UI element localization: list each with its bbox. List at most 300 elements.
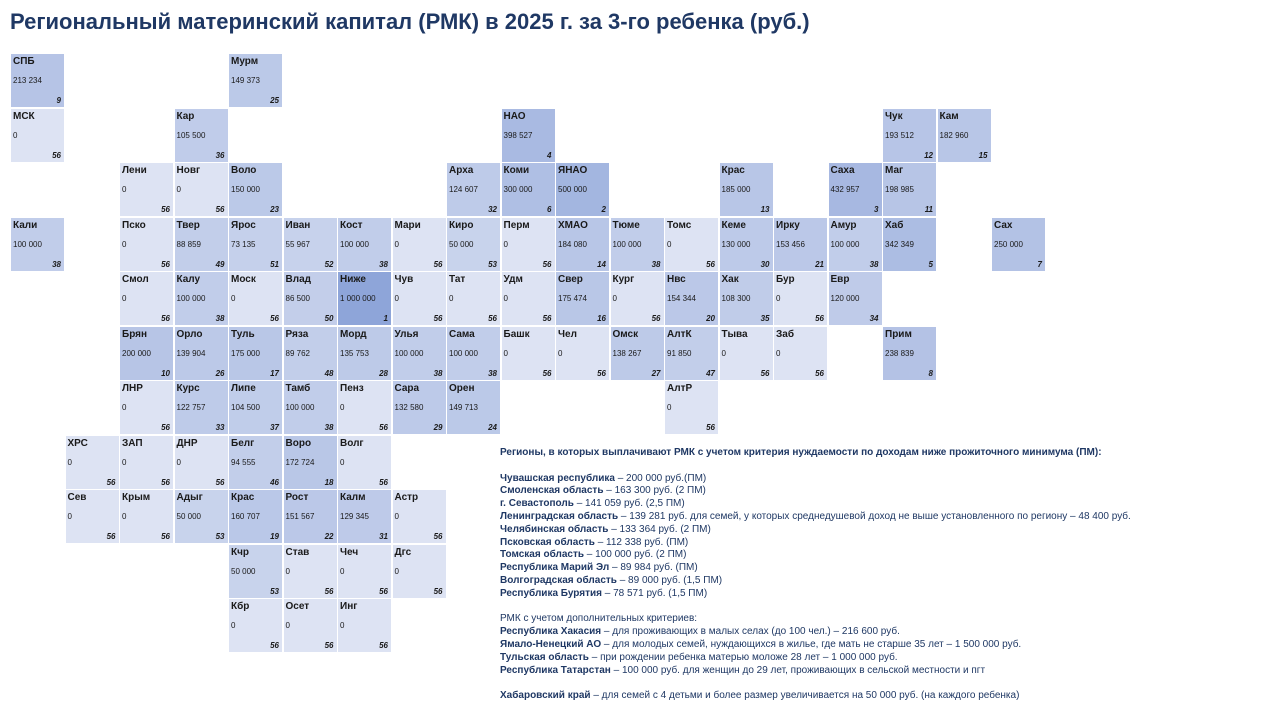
region-rank: 28: [379, 368, 388, 378]
region-value: 100 000: [176, 294, 206, 303]
region-tile: [120, 272, 173, 325]
region-tile: [338, 218, 391, 271]
region-name: Чеч: [340, 546, 359, 558]
note-text: – 78 571 руб. (1,5 ПМ): [601, 587, 708, 599]
region-tile: [229, 218, 282, 271]
region-value: 100 000: [612, 239, 642, 249]
region-tile: [229, 381, 282, 434]
region-value: 149 373: [231, 76, 260, 85]
region-name: Сама: [449, 328, 475, 340]
note-region: Псковская область: [500, 536, 595, 548]
notes-panel: [500, 447, 1270, 703]
region-tile: [338, 327, 391, 380]
region-name: Заб: [776, 328, 795, 340]
region-value: 0: [122, 185, 127, 194]
region-name: Новг: [176, 165, 201, 176]
region-rank: 26: [215, 368, 225, 378]
region-value: 88 859: [176, 239, 201, 249]
region-value: 91 850: [667, 348, 692, 358]
region-rank: 37: [270, 423, 279, 432]
region-tile: [829, 218, 882, 271]
region-value: 130 000: [721, 239, 751, 249]
region-rank: 56: [542, 368, 552, 378]
region-value: 0: [122, 294, 127, 303]
region-name: Крас: [231, 492, 255, 503]
region-tile: [338, 545, 391, 598]
region-tile: [502, 327, 555, 380]
region-value: 175 474: [558, 294, 587, 303]
region-tile: [447, 218, 500, 271]
region-tile: [175, 218, 228, 271]
region-name: Курс: [176, 383, 200, 394]
region-rank: 56: [270, 641, 279, 650]
region-tile: [829, 163, 882, 216]
region-name: АлтК: [667, 328, 692, 340]
region-tile: [120, 163, 173, 216]
region-name: Ирку: [776, 219, 800, 231]
region-rank: 56: [161, 477, 170, 487]
region-tile: [774, 327, 827, 380]
region-rank: 5: [928, 259, 933, 269]
region-name: Саха: [830, 165, 855, 176]
region-rank: 21: [815, 259, 824, 269]
region-tile: [11, 109, 64, 162]
note-line: [500, 485, 1270, 498]
region-rank: 56: [651, 314, 661, 323]
region-value: 213 234: [13, 76, 42, 85]
note-region: Хабаровский край: [500, 690, 591, 702]
region-tile: [175, 272, 228, 325]
region-value: 0: [122, 512, 127, 521]
note-line: [500, 626, 1270, 639]
note-line: [500, 473, 1270, 486]
region-rank: 31: [379, 532, 388, 541]
region-tile: [338, 272, 391, 325]
region-value: 0: [776, 294, 781, 303]
region-tile: [720, 272, 773, 325]
region-name: Удм: [503, 274, 523, 285]
note-region: Чувашская республика: [500, 472, 615, 484]
region-rank: 18: [324, 477, 334, 487]
region-value: 184 080: [558, 239, 587, 249]
region-name: Влад: [285, 274, 311, 285]
region-rank: 38: [869, 259, 879, 269]
region-name: Мурм: [231, 56, 259, 67]
region-value: 0: [612, 294, 617, 303]
note-line: [500, 639, 1270, 652]
note-text: – 100 000 руб. (2 ПМ): [584, 549, 687, 561]
region-rank: 9: [56, 96, 61, 105]
region-value: 0: [503, 348, 508, 358]
region-name: Пско: [122, 219, 146, 231]
region-value: 100 000: [830, 239, 860, 249]
note-line: [500, 575, 1270, 588]
region-value: 154 344: [667, 294, 696, 303]
region-tile: [720, 218, 773, 271]
region-value: 0: [176, 457, 181, 467]
region-name: Морд: [340, 328, 367, 340]
region-name: Тат: [449, 274, 466, 285]
region-tile: [393, 490, 446, 543]
region-name: Осет: [285, 601, 310, 612]
region-name: Брян: [122, 328, 148, 340]
region-name: Хаб: [885, 219, 904, 231]
region-name: Пенз: [340, 383, 364, 394]
region-name: Туль: [231, 328, 255, 340]
region-value: 0: [231, 294, 236, 303]
region-name: Калу: [176, 274, 201, 285]
region-rank: 56: [215, 477, 225, 487]
region-rank: 33: [215, 423, 225, 432]
region-value: 73 135: [231, 239, 256, 249]
note-line: [500, 588, 1270, 601]
region-rank: 29: [433, 423, 443, 432]
region-value: 100 000: [340, 239, 369, 249]
region-rank: 56: [161, 259, 170, 269]
region-name: Кбр: [231, 601, 250, 612]
region-name: Липе: [231, 383, 256, 394]
region-tile: [611, 272, 664, 325]
region-value: 0: [449, 294, 454, 303]
region-value: 149 713: [449, 403, 478, 412]
region-tile: [66, 490, 119, 543]
region-name: Коми: [503, 165, 530, 176]
region-tile: [720, 163, 773, 216]
region-tile: [502, 163, 555, 216]
region-name: Лени: [122, 165, 147, 176]
region-rank: 56: [815, 368, 824, 378]
region-rank: 46: [270, 477, 279, 487]
region-tile: [175, 109, 228, 162]
region-tile: [556, 218, 609, 271]
region-tile: [175, 327, 228, 380]
region-value: 100 000: [394, 348, 424, 358]
region-tile: [338, 436, 391, 489]
region-tile: [11, 218, 64, 271]
region-tile: [774, 218, 827, 271]
region-tile: [175, 490, 228, 543]
region-value: 1 000 000: [340, 294, 376, 303]
region-tile: [447, 163, 500, 216]
region-tile: [229, 163, 282, 216]
region-name: Белг: [231, 437, 255, 449]
region-value: 138 267: [612, 348, 642, 358]
region-tile: [338, 490, 391, 543]
region-value: 398 527: [503, 130, 533, 140]
region-value: 86 500: [285, 294, 310, 303]
region-tile: [229, 599, 282, 652]
region-value: 0: [667, 239, 672, 249]
region-name: Ярос: [231, 219, 256, 231]
region-tile: [229, 545, 282, 598]
region-name: Тыва: [721, 328, 748, 340]
note-line: [500, 549, 1270, 562]
region-rank: 16: [597, 314, 606, 323]
note-region: Республика Хакасия: [500, 626, 602, 638]
region-name: СПБ: [13, 56, 35, 67]
region-rank: 56: [815, 314, 824, 323]
region-name: Кчр: [231, 546, 250, 558]
region-tile: [338, 381, 391, 434]
region-name: Маг: [885, 165, 904, 176]
region-rank: 32: [488, 205, 497, 214]
extra-criteria-list: [500, 626, 1270, 677]
note-region: Республика Марий Эл: [500, 562, 610, 574]
region-value: 100 000: [449, 348, 478, 358]
region-value: 0: [13, 130, 18, 140]
note-text: – 100 000 руб. для женщин до 29 лет, проживающих в сельской местности и пгт: [610, 664, 986, 676]
region-value: 0: [285, 566, 290, 576]
region-name: Смол: [122, 274, 149, 285]
region-name: АлтР: [667, 383, 693, 394]
region-name: Омск: [612, 328, 639, 340]
region-value: 108 300: [721, 294, 751, 303]
region-tile: [120, 327, 173, 380]
region-rank: 56: [433, 532, 443, 541]
region-tile: [502, 218, 555, 271]
region-value: 129 345: [340, 512, 369, 521]
region-rank: 38: [379, 259, 388, 269]
page-title: Региональный материнский капитал (РМК) в 2025 г. за 3-го ребенка (руб.): [10, 9, 810, 34]
region-rank: 6: [547, 205, 552, 214]
region-tile: [229, 272, 282, 325]
region-tile: [120, 218, 173, 271]
region-tile: [229, 54, 282, 107]
note-text: – 112 338 руб. (ПМ): [594, 536, 689, 548]
region-rank: 47: [706, 368, 715, 378]
region-name: Чув: [394, 274, 414, 285]
region-rank: 36: [215, 150, 225, 160]
region-tile: [120, 436, 173, 489]
region-value: 132 580: [394, 403, 424, 412]
region-rank: 56: [324, 586, 334, 596]
note-text: – 200 000 руб.(ПМ): [614, 472, 707, 484]
region-name: Адыг: [176, 492, 203, 503]
region-value: 0: [721, 348, 726, 358]
note-line: [500, 652, 1270, 665]
region-tile: [284, 272, 337, 325]
region-rank: 56: [52, 150, 61, 160]
region-tile: [393, 545, 446, 598]
note-region: Ленинградская область: [500, 510, 619, 522]
region-name: Орен: [449, 383, 475, 394]
region-rank: 19: [270, 532, 279, 541]
region-value: 0: [67, 457, 72, 467]
region-name: ХРС: [67, 437, 88, 449]
note-text: – для проживающих в малых селах (до 100 чел.) – 216 600 руб.: [601, 626, 900, 638]
region-value: 150 000: [231, 185, 260, 194]
region-tile: [284, 545, 337, 598]
region-name: Башк: [503, 328, 530, 340]
region-tile: [665, 218, 718, 271]
region-value: 0: [394, 294, 399, 303]
region-value: 120 000: [830, 294, 860, 303]
region-rank: 56: [161, 205, 170, 214]
region-tile: [284, 436, 337, 489]
region-rank: 52: [324, 259, 334, 269]
region-rank: 56: [542, 314, 552, 323]
region-tile: [502, 272, 555, 325]
region-tile: [883, 327, 936, 380]
region-rank: 30: [760, 259, 770, 269]
region-tile: [665, 327, 718, 380]
region-tile: [774, 272, 827, 325]
note-region: Ямало-Ненецкий АО: [500, 638, 602, 650]
region-name: ДНР: [176, 437, 198, 449]
region-rank: 56: [379, 423, 388, 432]
region-value: 55 967: [285, 239, 310, 249]
region-value: 198 985: [885, 185, 914, 194]
note-line: [500, 511, 1270, 524]
region-tile: [284, 327, 337, 380]
region-name: Амур: [830, 219, 857, 231]
region-name: Кост: [340, 219, 363, 231]
region-value: 250 000: [994, 239, 1023, 249]
region-rank: 11: [924, 205, 933, 214]
note-line: [500, 562, 1270, 575]
region-value: 89 762: [285, 348, 310, 358]
region-name: Мари: [394, 219, 421, 231]
region-name: Тамб: [285, 383, 311, 394]
region-rank: 56: [106, 532, 116, 541]
region-tile: [556, 163, 609, 216]
region-value: 0: [340, 457, 345, 467]
region-rank: 56: [488, 314, 497, 323]
region-rank: 38: [651, 259, 661, 269]
region-rank: 56: [215, 205, 225, 214]
note-text: – при рождении ребенка матерью моложе 28 лет – 1 000 000 руб.: [588, 651, 898, 663]
region-name: Крас: [721, 165, 745, 176]
note-text: – 89 000 руб. (1,5 ПМ): [616, 574, 723, 586]
region-name: Став: [285, 546, 310, 558]
region-rank: 10: [161, 368, 170, 378]
region-rank: 56: [433, 259, 443, 269]
region-name: Ряза: [285, 328, 309, 340]
region-tile: [611, 327, 664, 380]
note-region: Томская область: [500, 549, 585, 561]
region-rank: 14: [597, 259, 606, 269]
note-line: [500, 690, 1270, 703]
region-value: 139 904: [176, 348, 206, 358]
region-rank: 35: [760, 314, 770, 323]
region-tile: [883, 163, 936, 216]
region-name: Орло: [176, 328, 203, 340]
region-rank: 3: [874, 205, 879, 214]
region-tile: [556, 272, 609, 325]
note-text: – 163 300 руб. (2 ПМ): [603, 485, 706, 497]
region-value: 122 757: [176, 403, 206, 412]
extra-heading: РМК с учетом дополнительных критериев:: [500, 613, 698, 625]
note-line: [500, 498, 1270, 511]
region-name: Калм: [340, 492, 366, 503]
region-rank: 20: [706, 314, 715, 323]
region-value: 135 753: [340, 348, 369, 358]
region-name: Чук: [885, 110, 903, 122]
region-rank: 56: [542, 259, 552, 269]
region-name: Волг: [340, 437, 364, 449]
region-tile: [338, 599, 391, 652]
region-rank: 56: [706, 423, 715, 432]
region-value: 50 000: [176, 512, 201, 521]
region-tile: [665, 381, 718, 434]
region-name: ХМАО: [558, 219, 588, 231]
region-name: Чел: [558, 328, 577, 340]
region-rank: 53: [488, 259, 497, 269]
region-tile: [393, 218, 446, 271]
note-line: [500, 665, 1270, 678]
region-rank: 56: [161, 423, 170, 432]
region-name: Кам: [939, 110, 959, 122]
region-rank: 56: [379, 586, 388, 596]
region-rank: 17: [270, 368, 279, 378]
region-rank: 49: [215, 259, 225, 269]
region-tile: [284, 381, 337, 434]
region-tile: [229, 327, 282, 380]
region-tile: [393, 327, 446, 380]
region-name: Рост: [285, 492, 309, 503]
note-text: – для семей с 4 детьми и более размер увеличивается на 50 000 руб. (на каждого ребенка): [590, 690, 1020, 702]
region-name: НАО: [503, 110, 526, 122]
region-name: Прим: [885, 328, 912, 340]
region-value: 0: [122, 457, 127, 467]
region-value: 105 500: [176, 130, 206, 140]
region-name: Воро: [285, 437, 312, 449]
region-rank: 13: [760, 205, 770, 214]
region-tile: [720, 327, 773, 380]
region-rank: 56: [379, 477, 388, 487]
region-value: 0: [122, 403, 127, 412]
region-value: 151 567: [285, 512, 315, 521]
region-tile: [829, 272, 882, 325]
region-value: 100 000: [13, 239, 42, 249]
region-name: Сев: [67, 492, 87, 503]
region-value: 50 000: [231, 566, 256, 576]
region-tile: [393, 381, 446, 434]
region-value: 0: [503, 294, 508, 303]
note-region: Республика Татарстан: [500, 664, 611, 676]
region-value: 238 839: [885, 348, 914, 358]
region-value: 200 000: [122, 348, 151, 358]
region-name: Сара: [394, 383, 420, 394]
region-tile: [175, 381, 228, 434]
region-tile: [175, 163, 228, 216]
region-name: Крым: [122, 492, 151, 503]
region-rank: 12: [924, 150, 933, 160]
region-rank: 56: [379, 641, 388, 650]
region-rank: 56: [433, 314, 443, 323]
region-tile: [447, 381, 500, 434]
region-name: Улья: [394, 328, 419, 340]
region-tile: [284, 218, 337, 271]
note-text: – для молодых семей, нуждающихся в жилье, где мать не старше 35 лет – 1 500 000 руб.: [601, 638, 1022, 650]
region-rank: 25: [270, 96, 279, 105]
region-rank: 22: [324, 532, 334, 541]
region-tile: [447, 272, 500, 325]
region-value: 432 957: [830, 185, 860, 194]
region-value: 182 960: [939, 130, 969, 140]
region-value: 104 500: [231, 403, 260, 412]
region-name: Ниже: [340, 274, 366, 285]
region-name: Кали: [13, 219, 38, 231]
region-value: 0: [340, 621, 345, 630]
region-rank: 38: [52, 259, 61, 269]
region-rank: 56: [760, 368, 770, 378]
note-text: – 89 984 руб. (ПМ): [609, 562, 698, 574]
region-rank: 53: [215, 532, 225, 541]
region-value: 50 000: [449, 239, 474, 249]
region-value: 0: [122, 239, 127, 249]
region-value: 0: [503, 239, 508, 249]
